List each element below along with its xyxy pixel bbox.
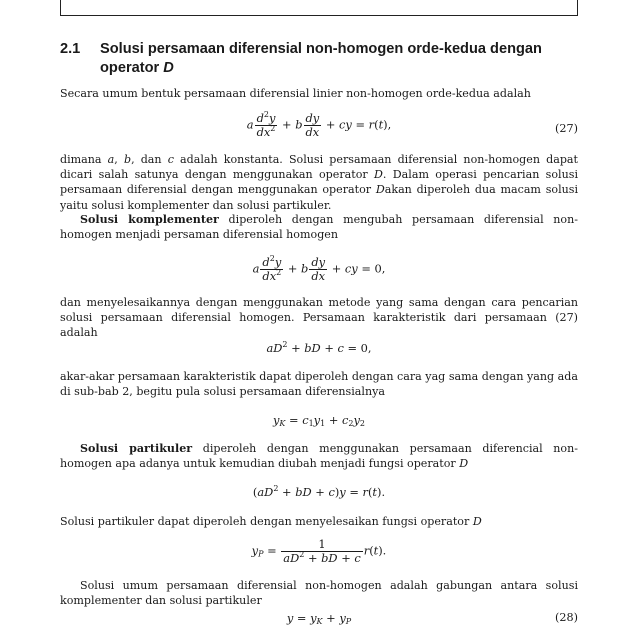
paragraph-constants: dimana a, b, dan c adalah konstanta. Solusi persamaan diferensial non-homogen dapat dicari salah satunya dengan menggunakan operator D. Dalam operasi pencarian solusi persamaan diferensial dengan menggunakan operator Dakan diperoleh dua macam solusi yaitu solusi komplementer dan solusi partikuler. xyxy=(60,153,579,212)
equation-yp: $y_P$ = $\frac{1}{aD^2 + bD + c}$ r(t). xyxy=(251,537,387,565)
section-number: 2.1 xyxy=(60,41,81,57)
paragraph-particular: Solusi partikuler diperoleh dengan menggunakan persamaan diferencial non-homogen apa adanya untuk kemudian diubah menjadi fungsi operator D xyxy=(60,442,578,471)
document-page xyxy=(60,0,578,630)
equation-number-28: (28) xyxy=(555,611,578,624)
section-title: Solusi persamaan diferensial non-homogen orde-kedua dengan operator D xyxy=(100,41,542,76)
term-solusi-komplementer: Solusi komplementer xyxy=(80,213,219,226)
fraction-operator-inverse: $\frac{1}{aD^2 + bD + c}$ xyxy=(283,537,361,565)
equation-homogeneous: a $\frac{d^2y}{dx^2}$ + b $\frac{dy}{dx}$ + cy = 0, xyxy=(252,254,386,283)
equation-27: a $\frac{d^2y}{dx^2}$ + b $\frac{dy}{dx}$ + cy = r(t), (27) xyxy=(246,110,578,139)
equation-number-27: (27) xyxy=(555,122,578,135)
fraction-dy-dx: $\frac{dy}{dx}$ xyxy=(305,111,320,139)
equation-yk: $y_K = c_1y_1 + c_2y_2$ xyxy=(272,413,366,428)
term-solusi-partikuler: Solusi partikuler xyxy=(80,442,193,455)
paragraph-particular-solution: Solusi partikuler dapat diperoleh dengan menyelesaikan fungsi operator D xyxy=(60,515,482,528)
fraction-d2y-dx2: $\frac{d^2y}{dx^2}$ xyxy=(256,110,276,139)
paragraph-roots: akar-akar persamaan karakteristik dapat diperoleh dengan cara yag sama dengan yang ada di sub-bab 2, begitu pula solusi persamaan diferensialnya xyxy=(60,370,578,399)
paragraph-intro: Secara umum bentuk persamaan diferensial linier non-homogen orde-kedua adalah xyxy=(60,87,531,100)
equation-28: $y = y_K + y_P$ (28) xyxy=(286,611,578,626)
paragraph-characteristic: dan menyelesaikannya dengan menggunakan metode yang sama dengan cara pencarian solusi persamaan diferensial homogen. Persamaan karakteristik dari persamaan (27) adalah xyxy=(60,296,578,340)
previous-content-box xyxy=(60,0,578,16)
equation-characteristic: $aD^2$ + bD + c = 0, xyxy=(266,340,372,355)
paragraph-complementary: Solusi komplementer diperoleh dengan mengubah persamaan diferensial non-homogen menjadi persaman diferensial homogen xyxy=(60,213,578,242)
paragraph-general-solution: Solusi umum persamaan diferensial non-homogen adalah gabungan antara solusi komplementer dan solusi partikuler xyxy=(60,579,578,608)
equation-operator: ($aD^2$ + bD + c)y = r(t). xyxy=(252,484,386,499)
